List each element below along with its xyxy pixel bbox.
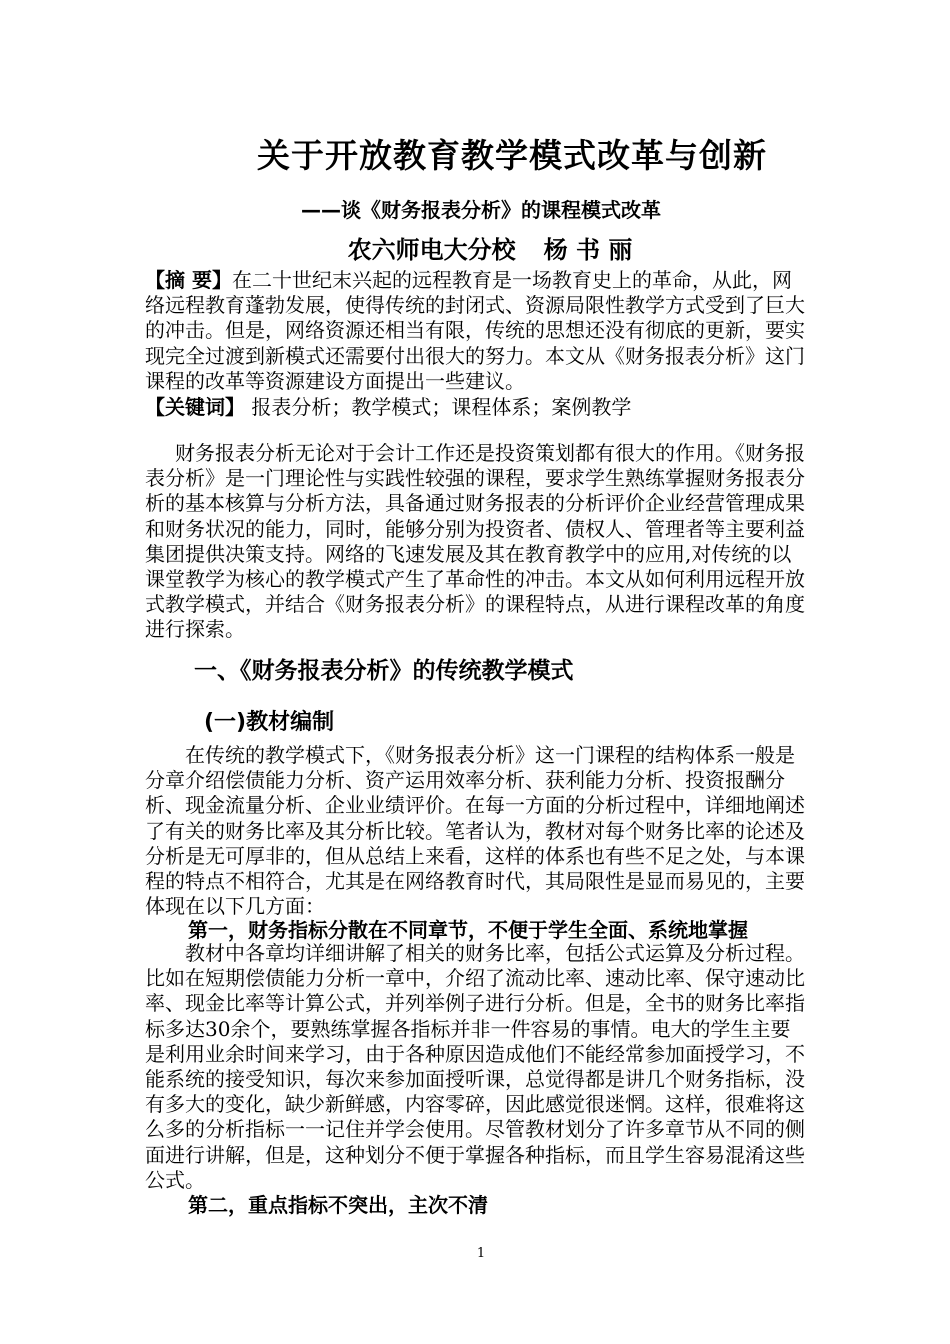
- intro-paragraph: 财务报表分析无论对于会计工作还是投资策划都有很大的作用。《财务报表分析》是一门理论性与实践性较强的课程，要求学生熟练掌握财务报表分析的基本核算与分析方法，具备通过财务报表的分析评价企业经营管理成果和财务状况的能力，同时，能够分别为投资者、债权人、管理者等主要利益集团提供决策支持。网络的飞速发展及其在教育教学中的应用,对传统的以课堂教学为核心的教学模式产生了革命性的冲击。本文从如何利用远程开放式教学模式，并结合《财务报表分析》的课程特点，从进行课程改革的角度进行探索。: [145, 441, 805, 642]
- abstract-label: 【摘 要】: [145, 268, 232, 292]
- keywords-text: 报表分析；教学模式；课程体系；案例教学: [245, 395, 632, 419]
- keywords-label: 【关键词】: [145, 395, 245, 419]
- point-heading-2: 第二，重点指标不突出，主次不清: [188, 1193, 488, 1217]
- author-school: 农六师电大分校: [347, 236, 516, 264]
- body-paragraph: 在传统的教学模式下，《财务报表分析》这一门课程的结构体系一般是分章介绍偿债能力分析、资产运用效率分析、获利能力分析、投资报酬分析、现金流量分析、企业业绩评价。在每一方面的分析过程中，详细地阐述了有关的财务比率及其分析比较。笔者认为，教材对每个财务比率的论述及分析是无可厚非的，但从总结上来看，这样的体系也有些不足之处，与本课程的特点不相符合，尤其是在网络教育时代，其局限性是显而易见的，主要体现在以下几方面：: [145, 743, 805, 919]
- keywords: [145, 395, 810, 420]
- point-heading-1: 第一，财务指标分散在不同章节，不便于学生全面、系统地掌握: [188, 918, 748, 942]
- author-name: 杨 书 丽: [543, 236, 633, 264]
- section-heading: 一、《财务报表分析》的传统教学模式: [194, 658, 574, 684]
- document-title: 关于开放教育教学模式改革与创新: [257, 136, 767, 175]
- document-subtitle: ——谈《财务报表分析》的课程模式改革: [301, 198, 661, 222]
- body-paragraph: 教材中各章均详细讲解了相关的财务比率，包括公式运算及分析过程。比如在短期偿债能力分析一章中，介绍了流动比率、速动比率、保守速动比率、现金比率等计算公式，并列举例子进行分析。但是，全书的财务比率指标多达30余个，要熟练掌握各指标并非一件容易的事情。电大的学生主要是利用业余时间来学习，由于各种原因造成他们不能经常参加面授学习，不能系统的接受知识，每次来参加面授听课，总觉得都是讲几个财务指标，没有多大的变化，缺少新鲜感，内容零碎，因此感觉很迷惘。这样，很难将这么多的分析指标一一记住并学会使用。尽管教材划分了许多章节从不同的侧面进行讲解，但是，这种划分不便于掌握各种指标，而且学生容易混淆这些公式。: [145, 941, 805, 1192]
- author-line: [0, 230, 950, 265]
- subsection-heading: (一)教材编制: [204, 710, 335, 735]
- abstract-text: 在二十世纪末兴起的远程教育是一场教育史上的革命，从此，网络远程教育蓬勃发展，使得传统的封闭式、资源局限性教学方式受到了巨大的冲击。但是，网络资源还相当有限，传统的思想还没有彻底的更新，要实现完全过渡到新模式还需要付出很大的努力。本文从《财务报表分析》这门课程的改革等资源建设方面提出一些建议。: [145, 268, 805, 393]
- abstract: [145, 268, 810, 394]
- page-number: 1: [476, 1246, 486, 1261]
